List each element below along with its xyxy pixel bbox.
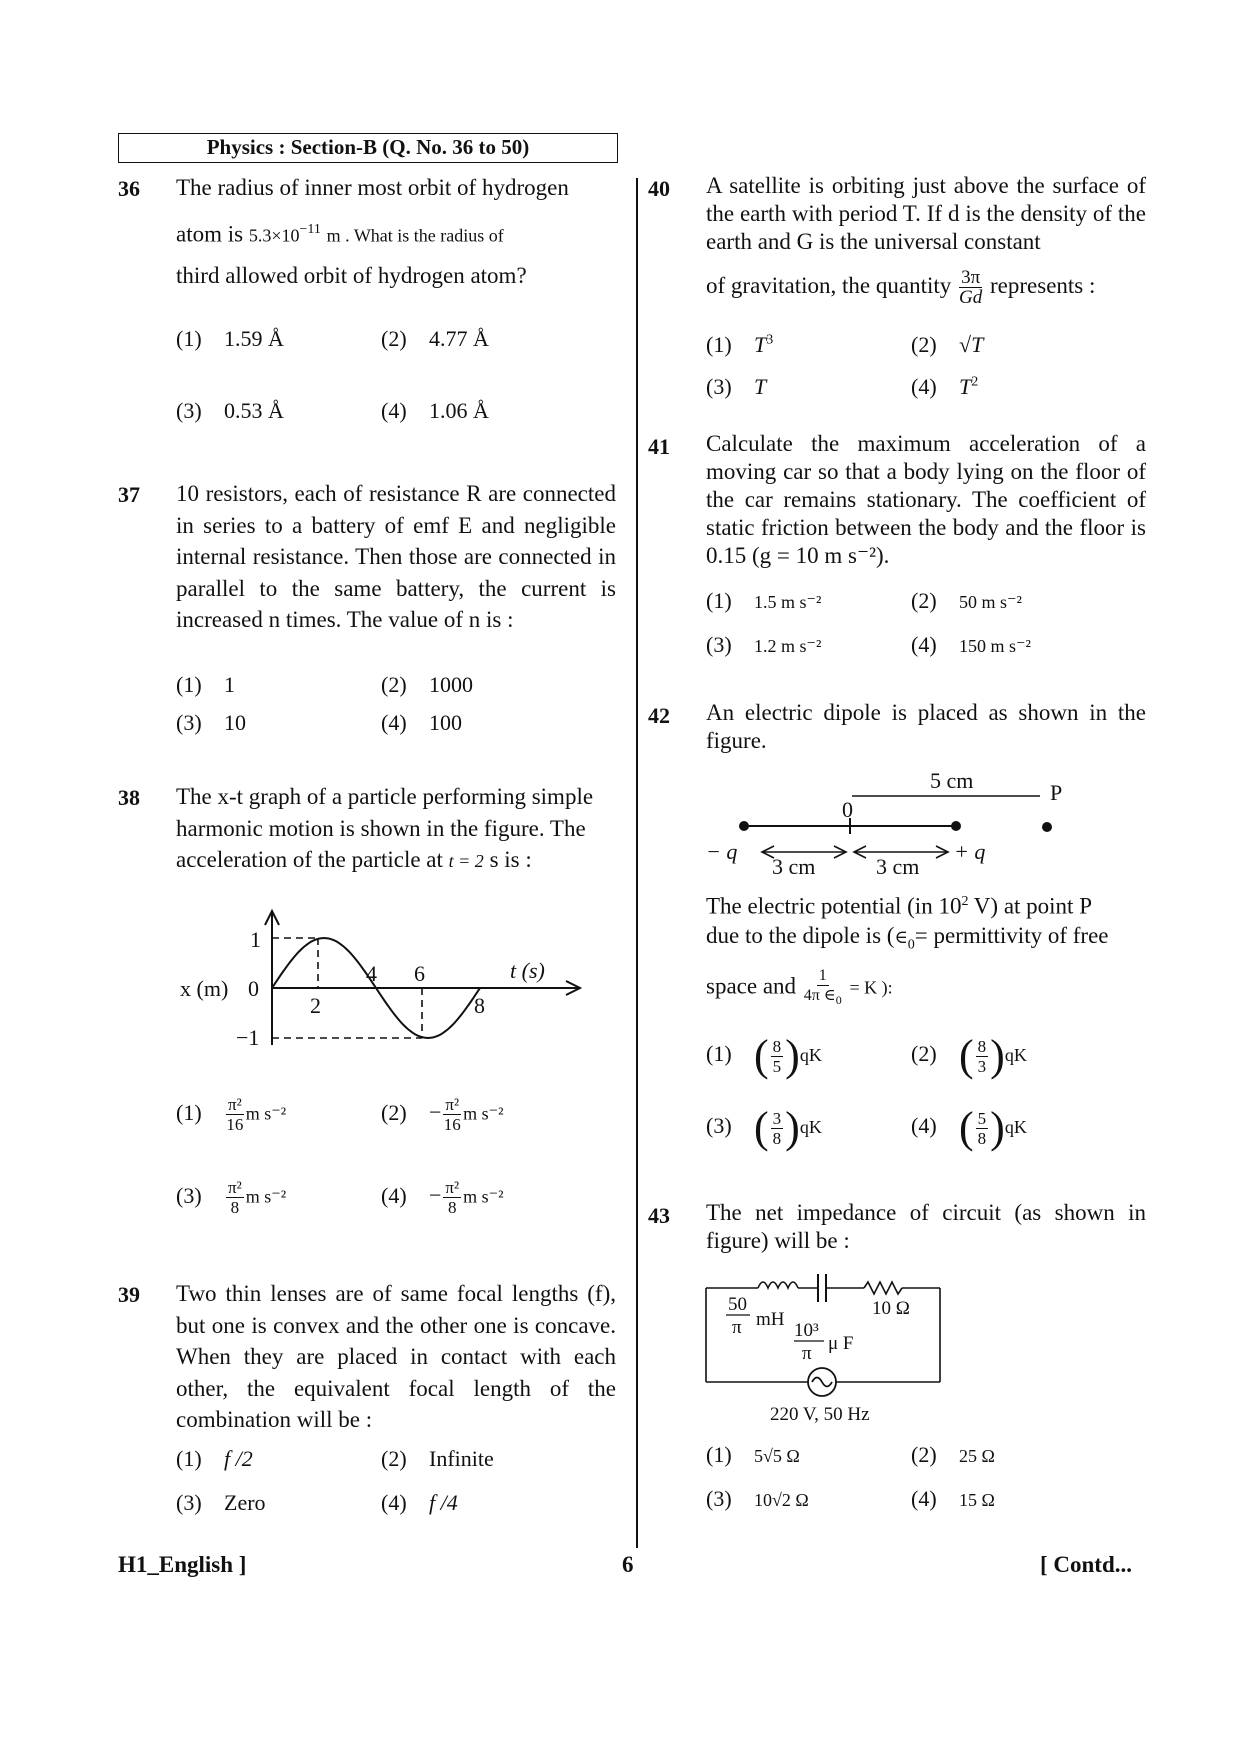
question-number-38: 38 [118, 785, 140, 810]
question-37-text: 10 resistors, each of resistance R are connected in series to a battery of emf E and negligible internal resistance. Then those are connected in parallel to the same battery, the current is increased n times. The value of n is : [176, 481, 616, 632]
q39-option-1[interactable]: (1) f /2 [176, 1446, 253, 1471]
question-number-39: 39 [118, 1282, 140, 1307]
q42-permittivity-line: due to the dipole is ($\in_0=$ permittivity of free [706, 923, 1109, 953]
dipole-figure [700, 762, 1080, 882]
tick-y-0: 0 [248, 976, 259, 1001]
q41-option-2[interactable]: (2) 50 m s⁻² [911, 588, 1022, 613]
ac-source-wave [812, 1378, 832, 1387]
q36-option-4[interactable]: (4) 1.06 Å [381, 398, 489, 423]
source-label: 220 V, 50 Hz [770, 1404, 870, 1425]
q42-option-1[interactable]: (1) ( $\frac{8}{5}$ )qK [706, 1031, 822, 1080]
negative-charge-label: − q [706, 839, 738, 864]
question-number-41: 41 [648, 434, 670, 459]
inductor-coil [758, 1282, 798, 1288]
tick-t-8: 8 [474, 993, 485, 1018]
q40-option-1[interactable]: (1) $T^3$ [706, 332, 774, 357]
q41-option-3[interactable]: (3) 1.2 m s⁻² [706, 632, 822, 657]
q43-option-2[interactable]: (2) 25 Ω [911, 1442, 995, 1467]
positive-charge-dot [951, 821, 961, 831]
q42-option-2[interactable]: (2) ( $\frac{8}{3}$ )qK [911, 1031, 1027, 1080]
q43-option-3[interactable]: (3) 10√2 Ω [706, 1486, 809, 1511]
q43-option-1[interactable]: (1) 5√5 Ω [706, 1442, 800, 1467]
question-number-43: 43 [648, 1203, 670, 1228]
point-p-dot [1042, 822, 1052, 832]
inductor-unit: mH [756, 1309, 785, 1330]
question-36-text [176, 172, 616, 291]
q38-option-3[interactable]: (3) $\frac{\text{π²}}{8}$ m s⁻² [176, 1178, 287, 1217]
resistor-value: 10 Ω [872, 1298, 910, 1319]
q42-option-3[interactable]: (3) ( $\frac{3}{8}$ )qK [706, 1103, 822, 1152]
lcr-circuit [700, 1270, 960, 1430]
tick-y-1: 1 [250, 927, 261, 952]
point-p-label: P [1050, 780, 1063, 805]
question-number-40: 40 [648, 176, 670, 201]
tick-y-minus1: −1 [236, 1025, 260, 1050]
question-41-text: Calculate the maximum acceleration of a moving car so that a body lying on the floor of the car remains stationary. The coefficient of static friction between the body and the floor is 0.15 (g = 10 m s⁻²). [706, 431, 1146, 568]
q42-k-definition-line: space and $\frac{1}{4\pi \in_0}$ = K ): [706, 967, 893, 1008]
q40-quantity-line: of gravitation, the quantity $\frac{3\pi}{Gd}$ represents : [706, 267, 1096, 308]
section-title: Physics : Section-B (Q. No. 36 to 50) [118, 133, 618, 163]
distance-3cm-right: 3 cm [876, 854, 920, 879]
capacitor-unit: μ F [828, 1333, 854, 1354]
q37-option-1[interactable]: (1) 1 [176, 672, 235, 697]
q42-potential-line: The electric potential (in $10^2$ V) at point P [706, 893, 1092, 919]
shm-xt-graph [170, 905, 600, 1055]
inductor-value-den: π [732, 1317, 742, 1338]
q38-option-4[interactable]: (4) − $\frac{\text{π²}}{8}$ m s⁻² [381, 1178, 504, 1217]
q39-option-3[interactable]: (3) Zero [176, 1490, 266, 1515]
question-42-text: An electric dipole is placed as shown in the figure. [706, 700, 1146, 753]
q42-option-4[interactable]: (4) ( $\frac{5}{8}$ )qK [911, 1103, 1027, 1152]
t-axis-label: t (s) [510, 958, 545, 983]
question-39-text: Two thin lenses are of same focal lengths (f), but one is convex and the other one is concave. When they are placed in contact with each other, the equivalent focal length of the combination will be : [176, 1281, 616, 1432]
q37-option-2[interactable]: (2) 1000 [381, 672, 473, 697]
distance-5cm-label: 5 cm [930, 768, 974, 793]
q36-option-3[interactable]: (3) 0.53 Å [176, 398, 284, 423]
tick-t-4: 4 [366, 961, 377, 986]
q39-option-4[interactable]: (4) f /4 [381, 1490, 458, 1515]
capacitor-value-num: 10³ [794, 1320, 819, 1341]
question-38-text: The x-t graph of a particle performing simple harmonic motion is shown in the figure. The acceleration of the particle at t = 2 s is : [176, 784, 594, 872]
q38-option-1[interactable]: (1) $\frac{\text{π²}}{16}$ m s⁻² [176, 1095, 287, 1134]
tick-t-2: 2 [310, 993, 321, 1018]
column-divider [636, 178, 638, 1548]
question-43-text: The net impedance of circuit (as shown in figure) will be : [706, 1200, 1146, 1253]
question-number-36: 36 [118, 176, 140, 201]
q41-option-4[interactable]: (4) 150 m s⁻² [911, 632, 1031, 657]
q38-option-2[interactable]: (2) − $\frac{\text{π²}}{16}$ m s⁻² [381, 1095, 504, 1134]
tick-t-6: 6 [414, 961, 425, 986]
origin-label: 0 [842, 797, 853, 822]
q40-option-2[interactable]: (2) √T [911, 332, 984, 357]
q37-option-4[interactable]: (4) 100 [381, 710, 462, 735]
capacitor-value-den: π [802, 1343, 812, 1364]
question-number-37: 37 [118, 482, 140, 507]
resistor-zigzag [864, 1282, 902, 1294]
q36-line-3: third allowed orbit of hydrogen atom? [176, 262, 527, 288]
footer-paper-code: H1_English ] [118, 1552, 247, 1577]
x-axis-label: x (m) [180, 976, 229, 1001]
q36-line-1: The radius of inner most orbit of hydrogen [176, 175, 569, 200]
q36-option-1[interactable]: (1) 1.59 Å [176, 326, 284, 351]
q36-option-2[interactable]: (2) 4.77 Å [381, 326, 489, 351]
inductor-value-num: 50 [728, 1294, 747, 1315]
distance-3cm-left: 3 cm [772, 854, 816, 879]
q41-option-1[interactable]: (1) 1.5 m s⁻² [706, 588, 822, 613]
q39-option-2[interactable]: (2) Infinite [381, 1446, 494, 1471]
q40-option-3[interactable]: (3) T [706, 374, 767, 399]
q37-option-3[interactable]: (3) 10 [176, 710, 246, 735]
q40-option-4[interactable]: (4) $T^2$ [911, 374, 979, 399]
question-40-text: A satellite is orbiting just above the surface of the earth with period T. If d is the density of the earth and G is the universal constant [706, 173, 1146, 254]
footer-page-number: 6 [622, 1552, 634, 1577]
q43-option-4[interactable]: (4) 15 Ω [911, 1486, 995, 1511]
question-number-42: 42 [648, 703, 670, 728]
negative-charge-dot [739, 821, 749, 831]
q36-line-2: atom is $5.3\times 10^{-11}$ m . What is the radius of [176, 221, 504, 247]
positive-charge-label: + q [954, 839, 986, 864]
footer-continued: [ Contd... [1040, 1552, 1133, 1577]
